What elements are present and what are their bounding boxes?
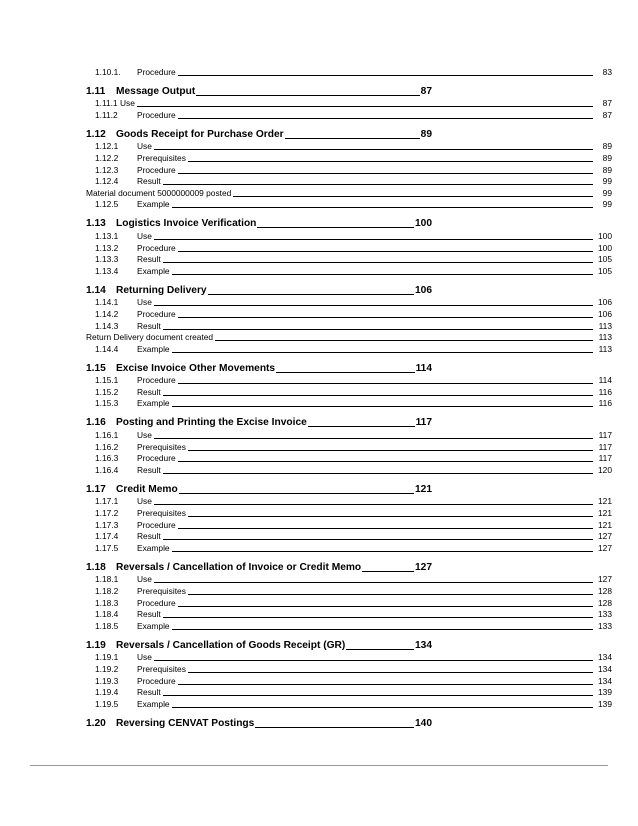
toc-leader [163, 473, 593, 474]
toc-leader [154, 438, 593, 439]
toc-heading[interactable] [86, 217, 612, 230]
toc-page-number: 87 [602, 109, 612, 120]
toc-leader [215, 340, 593, 341]
toc-number: 1.19.2 [95, 663, 119, 674]
toc-number: 1.16.2 [95, 441, 119, 452]
toc-number: 1.18.1 [95, 574, 119, 585]
toc-label: Example [137, 343, 170, 354]
toc-leader [257, 227, 414, 228]
toc-label: Excise Invoice Other Movements [116, 362, 276, 374]
toc-leader [178, 461, 593, 462]
toc-page-number: 105 [598, 265, 612, 276]
toc-label: Example [137, 398, 170, 409]
toc-entry[interactable] [86, 542, 612, 554]
toc-label: Material document 5000000009 posted [86, 187, 232, 198]
toc-number: 1.20 [86, 717, 106, 729]
toc-page-number: 116 [598, 398, 612, 409]
toc-number: 1.12.1 [95, 141, 119, 152]
toc-page-number: 117 [598, 430, 612, 441]
toc-label: Use [137, 496, 152, 507]
toc-number: 1.16.4 [95, 464, 119, 475]
toc-label: Reversals / Cancellation of Invoice or Credit Memo [116, 561, 362, 573]
toc-page-number: 139 [598, 687, 612, 698]
toc-label: Logistics Invoice Verification [116, 218, 257, 230]
toc-leader [172, 707, 593, 708]
toc-leader [179, 493, 414, 494]
toc-number: 1.14.4 [95, 343, 119, 354]
toc-leader [196, 95, 419, 96]
toc-number: 1.18.3 [95, 597, 119, 608]
toc-label: Prerequisites [137, 586, 186, 596]
toc-number: 1.14.1 [95, 297, 119, 308]
toc-number: 1.17 [86, 483, 106, 495]
toc-number: 1.17.5 [95, 542, 119, 553]
toc-page-number: 121 [415, 483, 432, 495]
toc-label: Procedure [137, 375, 176, 386]
toc-entry[interactable] [86, 308, 612, 320]
toc-page-number: 89 [602, 141, 612, 152]
toc-entry[interactable] [86, 254, 612, 266]
toc-label: Result [137, 386, 161, 397]
toc-label: Procedure [137, 164, 176, 175]
toc-number: 1.13.1 [95, 230, 119, 241]
toc-number: 1.16.1 [95, 430, 119, 441]
toc-entry[interactable] [86, 429, 612, 441]
toc-entry[interactable] [86, 574, 612, 586]
toc-number: 1.19.4 [95, 687, 119, 698]
toc-entry[interactable] [86, 164, 612, 176]
toc-label: Result [137, 254, 161, 265]
toc-page-number: 134 [415, 639, 432, 651]
toc-entry[interactable] [86, 585, 612, 597]
toc-leader [163, 184, 593, 185]
toc-page-number: 117 [598, 453, 612, 464]
toc-leader [188, 450, 593, 451]
toc-number: 1.17.1 [95, 496, 119, 507]
toc-number: 1.11.1 Use [95, 98, 135, 109]
toc-entry[interactable] [86, 320, 612, 332]
toc-entry[interactable] [86, 663, 612, 675]
toc-label: Prerequisites [137, 441, 186, 452]
toc-label: Credit Memo [116, 483, 178, 495]
toc-label: Posting and Printing the Excise Invoice [116, 417, 307, 429]
toc-entry[interactable] [86, 507, 612, 519]
toc-page-number: 140 [415, 717, 432, 729]
toc-leader [188, 672, 593, 673]
toc-entry[interactable] [86, 609, 612, 621]
toc-label: Example [137, 265, 170, 276]
toc-entry[interactable] [86, 187, 612, 199]
toc-number: 1.17.2 [95, 508, 119, 519]
toc-leader [154, 582, 593, 583]
toc-leader [346, 649, 414, 650]
toc-number: 1.19.5 [95, 698, 119, 709]
toc-label: Result [137, 687, 161, 698]
toc-number: 1.15.2 [95, 386, 119, 397]
toc-number: 1.12.3 [95, 164, 119, 175]
toc-leader [172, 274, 593, 275]
toc-page-number: 87 [420, 85, 432, 97]
toc-entry[interactable] [86, 698, 612, 710]
toc-page-number: 89 [602, 164, 612, 175]
toc-page-number: 134 [598, 652, 612, 663]
toc-page-number: 89 [420, 128, 432, 140]
toc-entry[interactable] [86, 687, 612, 699]
toc-label: Procedure [137, 453, 176, 464]
toc-entry[interactable] [86, 265, 612, 277]
toc-entry[interactable] [86, 176, 612, 188]
toc-label: Procedure [137, 109, 176, 120]
toc-page-number: 117 [415, 417, 432, 429]
toc-number: 1.14.3 [95, 320, 119, 331]
toc-page-number: 89 [602, 152, 612, 163]
toc-leader [172, 629, 593, 630]
toc-page-number: 100 [415, 218, 432, 230]
toc-number: 1.14.2 [95, 308, 119, 319]
toc-label: Example [137, 542, 170, 553]
toc-page-number: 127 [598, 542, 612, 553]
toc-page-number: 127 [598, 531, 612, 542]
toc-leader [285, 138, 420, 139]
toc-entry[interactable] [86, 66, 612, 78]
toc-entry[interactable] [86, 620, 612, 632]
toc-leader [255, 727, 414, 728]
toc-page-number: 106 [415, 284, 432, 296]
toc-label: Prerequisites [137, 152, 186, 163]
toc-number: 1.13 [86, 218, 106, 230]
toc-page-number: 113 [598, 343, 612, 354]
toc-leader [163, 395, 593, 396]
toc-entry[interactable] [86, 398, 612, 410]
toc-number: 1.19 [86, 639, 106, 651]
toc-leader [188, 594, 593, 595]
toc-leader [154, 149, 593, 150]
toc-label: Use [137, 297, 152, 308]
toc-page-number: 133 [598, 609, 612, 620]
toc-number: 1.11 [86, 85, 106, 97]
toc-page-number: 83 [602, 66, 612, 77]
toc-leader [163, 539, 593, 540]
toc-label: Result [137, 320, 161, 331]
toc-page-number: 128 [598, 597, 612, 608]
toc-label: Reversing CENVAT Postings [116, 717, 255, 729]
toc-entry[interactable] [86, 98, 612, 110]
toc-heading[interactable] [86, 284, 612, 297]
toc-page-number: 121 [598, 519, 612, 530]
toc-page-number: 99 [602, 187, 612, 198]
toc-entry[interactable] [86, 652, 612, 664]
toc-label: Result [137, 531, 161, 542]
toc-entry[interactable] [86, 141, 612, 153]
toc-label: Reversals / Cancellation of Goods Receipt (GR) [116, 639, 346, 651]
toc-leader [154, 504, 593, 505]
toc-leader [163, 262, 593, 263]
toc-entry[interactable] [86, 675, 612, 687]
toc-leader [178, 251, 593, 252]
toc-label: Returning Delivery [116, 284, 207, 296]
toc-leader [154, 305, 593, 306]
toc-page-number: 105 [598, 254, 612, 265]
toc-label: Use [137, 574, 152, 585]
toc-number: 1.13.3 [95, 254, 119, 265]
toc-leader [172, 207, 593, 208]
toc-page-number: 114 [598, 375, 612, 386]
toc-label: Result [137, 464, 161, 475]
toc-heading[interactable] [86, 717, 612, 730]
toc-label: Procedure [137, 597, 176, 608]
toc-number: 1.18.5 [95, 620, 119, 631]
toc-leader [154, 239, 593, 240]
toc-number: 1.13.2 [95, 242, 119, 253]
toc-leader [163, 329, 593, 330]
toc-page-number: 87 [602, 98, 612, 109]
toc-number: 1.12.4 [95, 176, 119, 187]
toc-number: 1.18 [86, 561, 106, 573]
toc-page-number: 128 [598, 586, 612, 596]
toc-page-number: 114 [415, 362, 432, 374]
toc-number: 1.15 [86, 362, 106, 374]
toc-leader [154, 660, 593, 661]
toc-heading[interactable] [86, 416, 612, 429]
toc-number: 1.17.4 [95, 531, 119, 542]
page-divider [30, 765, 608, 766]
toc-label: Use [137, 230, 152, 241]
toc-number: 1.18.2 [95, 586, 119, 596]
toc-page-number: 106 [598, 308, 612, 319]
toc-label: Use [137, 652, 152, 663]
toc-label: Result [137, 176, 161, 187]
toc-page-number: 121 [598, 508, 612, 519]
toc-page-number: 117 [598, 441, 612, 452]
toc-leader [178, 75, 593, 76]
toc-page-number: 127 [598, 574, 612, 585]
toc-label: Procedure [137, 66, 176, 77]
toc-label: Result [137, 609, 161, 620]
toc-label: Procedure [137, 519, 176, 530]
toc-heading[interactable] [86, 128, 612, 141]
table-of-contents [86, 66, 612, 730]
toc-entry[interactable] [86, 297, 612, 309]
toc-number: 1.11.2 [95, 109, 118, 120]
toc-number: 1.13.4 [95, 265, 119, 276]
toc-leader [276, 372, 414, 373]
toc-leader [178, 118, 593, 119]
toc-leader [362, 571, 414, 572]
toc-leader [178, 173, 593, 174]
toc-entry[interactable] [86, 109, 612, 121]
toc-label: Use [137, 141, 152, 152]
toc-label: Example [137, 199, 170, 210]
toc-page-number: 120 [598, 464, 612, 475]
toc-entry[interactable] [86, 199, 612, 211]
toc-page-number: 134 [598, 675, 612, 686]
toc-leader [188, 516, 593, 517]
toc-number: 1.16.3 [95, 453, 119, 464]
toc-leader [308, 426, 415, 427]
toc-entry[interactable] [86, 152, 612, 164]
toc-entry[interactable] [86, 464, 612, 476]
toc-label: Procedure [137, 242, 176, 253]
toc-number: 1.15.1 [95, 375, 119, 386]
toc-page-number: 133 [598, 620, 612, 631]
toc-label: Prerequisites [137, 508, 186, 519]
toc-leader [137, 106, 593, 107]
toc-label: Goods Receipt for Purchase Order [116, 128, 284, 140]
toc-leader [188, 161, 593, 162]
toc-entry[interactable] [86, 597, 612, 609]
toc-entry[interactable] [86, 375, 612, 387]
toc-page-number: 127 [415, 561, 432, 573]
toc-page-number: 99 [602, 199, 612, 210]
toc-page-number: 121 [598, 496, 612, 507]
toc-label: Return Delivery document created [86, 332, 214, 343]
toc-label: Example [137, 698, 170, 709]
toc-number: 1.18.4 [95, 609, 119, 620]
toc-entry[interactable] [86, 332, 612, 344]
toc-leader [163, 695, 593, 696]
toc-leader [172, 551, 593, 552]
toc-page-number: 100 [598, 242, 612, 253]
toc-entry[interactable] [86, 531, 612, 543]
toc-page-number: 106 [598, 297, 612, 308]
toc-number: 1.17.3 [95, 519, 119, 530]
toc-number: 1.16 [86, 417, 106, 429]
toc-label: Procedure [137, 675, 176, 686]
toc-number: 1.19.3 [95, 675, 119, 686]
toc-leader [208, 294, 414, 295]
toc-leader [178, 383, 593, 384]
toc-leader [163, 617, 593, 618]
toc-page-number: 99 [602, 176, 612, 187]
toc-number: 1.12.5 [95, 199, 119, 210]
toc-entry[interactable] [86, 343, 612, 355]
toc-page-number: 113 [598, 332, 612, 343]
toc-entry[interactable] [86, 230, 612, 242]
toc-leader [178, 606, 593, 607]
toc-entry[interactable] [86, 441, 612, 453]
toc-entry[interactable] [86, 519, 612, 531]
toc-number: 1.15.3 [95, 398, 119, 409]
toc-heading[interactable] [86, 639, 612, 652]
toc-number: 1.19.1 [95, 652, 119, 663]
toc-heading[interactable] [86, 85, 612, 98]
toc-label: Example [137, 620, 170, 631]
toc-page-number: 113 [598, 320, 612, 331]
toc-leader [178, 317, 593, 318]
toc-leader [233, 196, 593, 197]
toc-page-number: 134 [598, 663, 612, 674]
toc-label: Prerequisites [137, 663, 186, 674]
toc-leader [178, 684, 593, 685]
toc-label: Use [137, 430, 152, 441]
toc-number: 1.10.1. [95, 66, 121, 77]
toc-number: 1.12.2 [95, 152, 119, 163]
toc-entry[interactable] [86, 453, 612, 465]
toc-entry[interactable] [86, 496, 612, 508]
toc-page-number: 139 [598, 698, 612, 709]
toc-page-number: 100 [598, 230, 612, 241]
toc-entry[interactable] [86, 386, 612, 398]
toc-entry[interactable] [86, 242, 612, 254]
toc-label: Message Output [116, 85, 196, 97]
toc-heading[interactable] [86, 561, 612, 574]
toc-heading[interactable] [86, 362, 612, 375]
toc-heading[interactable] [86, 483, 612, 496]
toc-number: 1.14 [86, 284, 106, 296]
toc-leader [172, 406, 593, 407]
toc-number: 1.12 [86, 128, 106, 140]
toc-page-number: 116 [598, 386, 612, 397]
toc-leader [178, 528, 593, 529]
toc-label: Procedure [137, 308, 176, 319]
toc-leader [172, 352, 593, 353]
